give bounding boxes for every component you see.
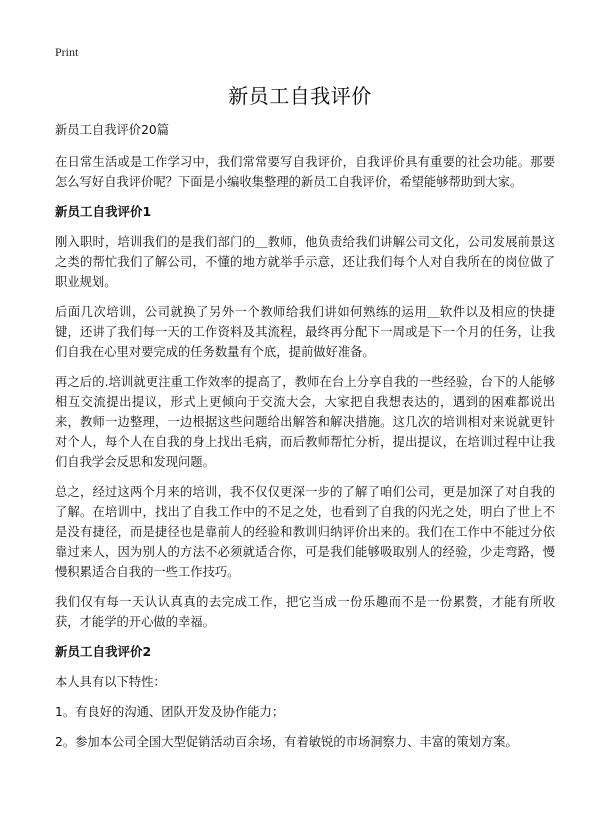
section-2-paragraph: 1。有良好的沟通、团队开发及协作能力； [55, 705, 285, 719]
intro-paragraph: 在日常生活或是工作学习中，我们常常要写自我评价，自我评价具有重要的社会功能。那要怎么写好自我评价呢？下面是小编收集整理的新员工自我评价，希望能够帮助到大家。 [55, 155, 555, 189]
print-link[interactable]: Print [55, 45, 79, 59]
section-1-paragraph: 我们仅有每一天认认真真的去完成工作，把它当成一份乐趣而不是一份累赘，才能有所收获，才能学的开心做的幸福。 [55, 595, 555, 629]
document-body [55, 120, 555, 762]
section-2-paragraph: 本人具有以下特性： [55, 675, 166, 689]
section-2-paragraph: 2。参加本公司全国大型促销活动百余场，有着敏锐的市场洞察力、丰富的策划方案。 [55, 735, 518, 749]
section-1-paragraph: 总之，经过这两个月来的培训，我不仅仅更深一步的了解了咱们公司，更是加深了对自我的了解。在培训中，找出了自我工作中的不足之处，也看到了自我的闪光之处，明白了世上不是没有捷径，而是捷径也是靠前人的经验和教训归纳评价出来的。我们在工作中不能过分依靠过来人，因为别人的方法不必须就适合你，可是我们能够吸取别人的经验，少走弯路，慢慢积累适合自我的一些工作技巧。 [55, 485, 555, 579]
section-heading-1: 新员工自我评价1 [55, 204, 152, 219]
section-1-paragraph: 再之后的.培训就更注重工作效率的提高了，教师在台上分享自我的一些经验，台下的人能够相互交流提出提议，形式上更倾向于交流大会，大家把自我想表达的，遇到的困难都说出来，教师一边整理，一边根据这些问题给出解答和解决措施。这几次的培训相对来说就更针对个人，每个人在自我的身上找出毛病，而后教师帮忙分析，提出提议，在培训过程中让我们自我学会反思和发现问题。 [55, 375, 555, 469]
section-1-paragraph: 后面几次培训，公司就换了另外一个教师给我们讲如何熟练的运用＿软件以及相应的快捷键，还讲了我们每一天的工作资料及其流程，最终再分配下一周或是下一个月的任务，让我们自我在心里对要完成的任务数量有个底，提前做好准备。 [55, 305, 555, 359]
section-1-paragraph: 刚入职时，培训我们的是我们部门的＿教师，他负责给我们讲解公司文化，公司发展前景这之类的帮忙我们了解公司，不懂的地方就举手示意，还让我们每个人对自我所在的岗位做了职业规划。 [55, 235, 555, 289]
section-heading-2: 新员工自我评价2 [55, 644, 152, 659]
page-title: 新员工自我评价 [228, 84, 372, 108]
document-subtitle: 新员工自我评价20篇 [55, 123, 170, 137]
